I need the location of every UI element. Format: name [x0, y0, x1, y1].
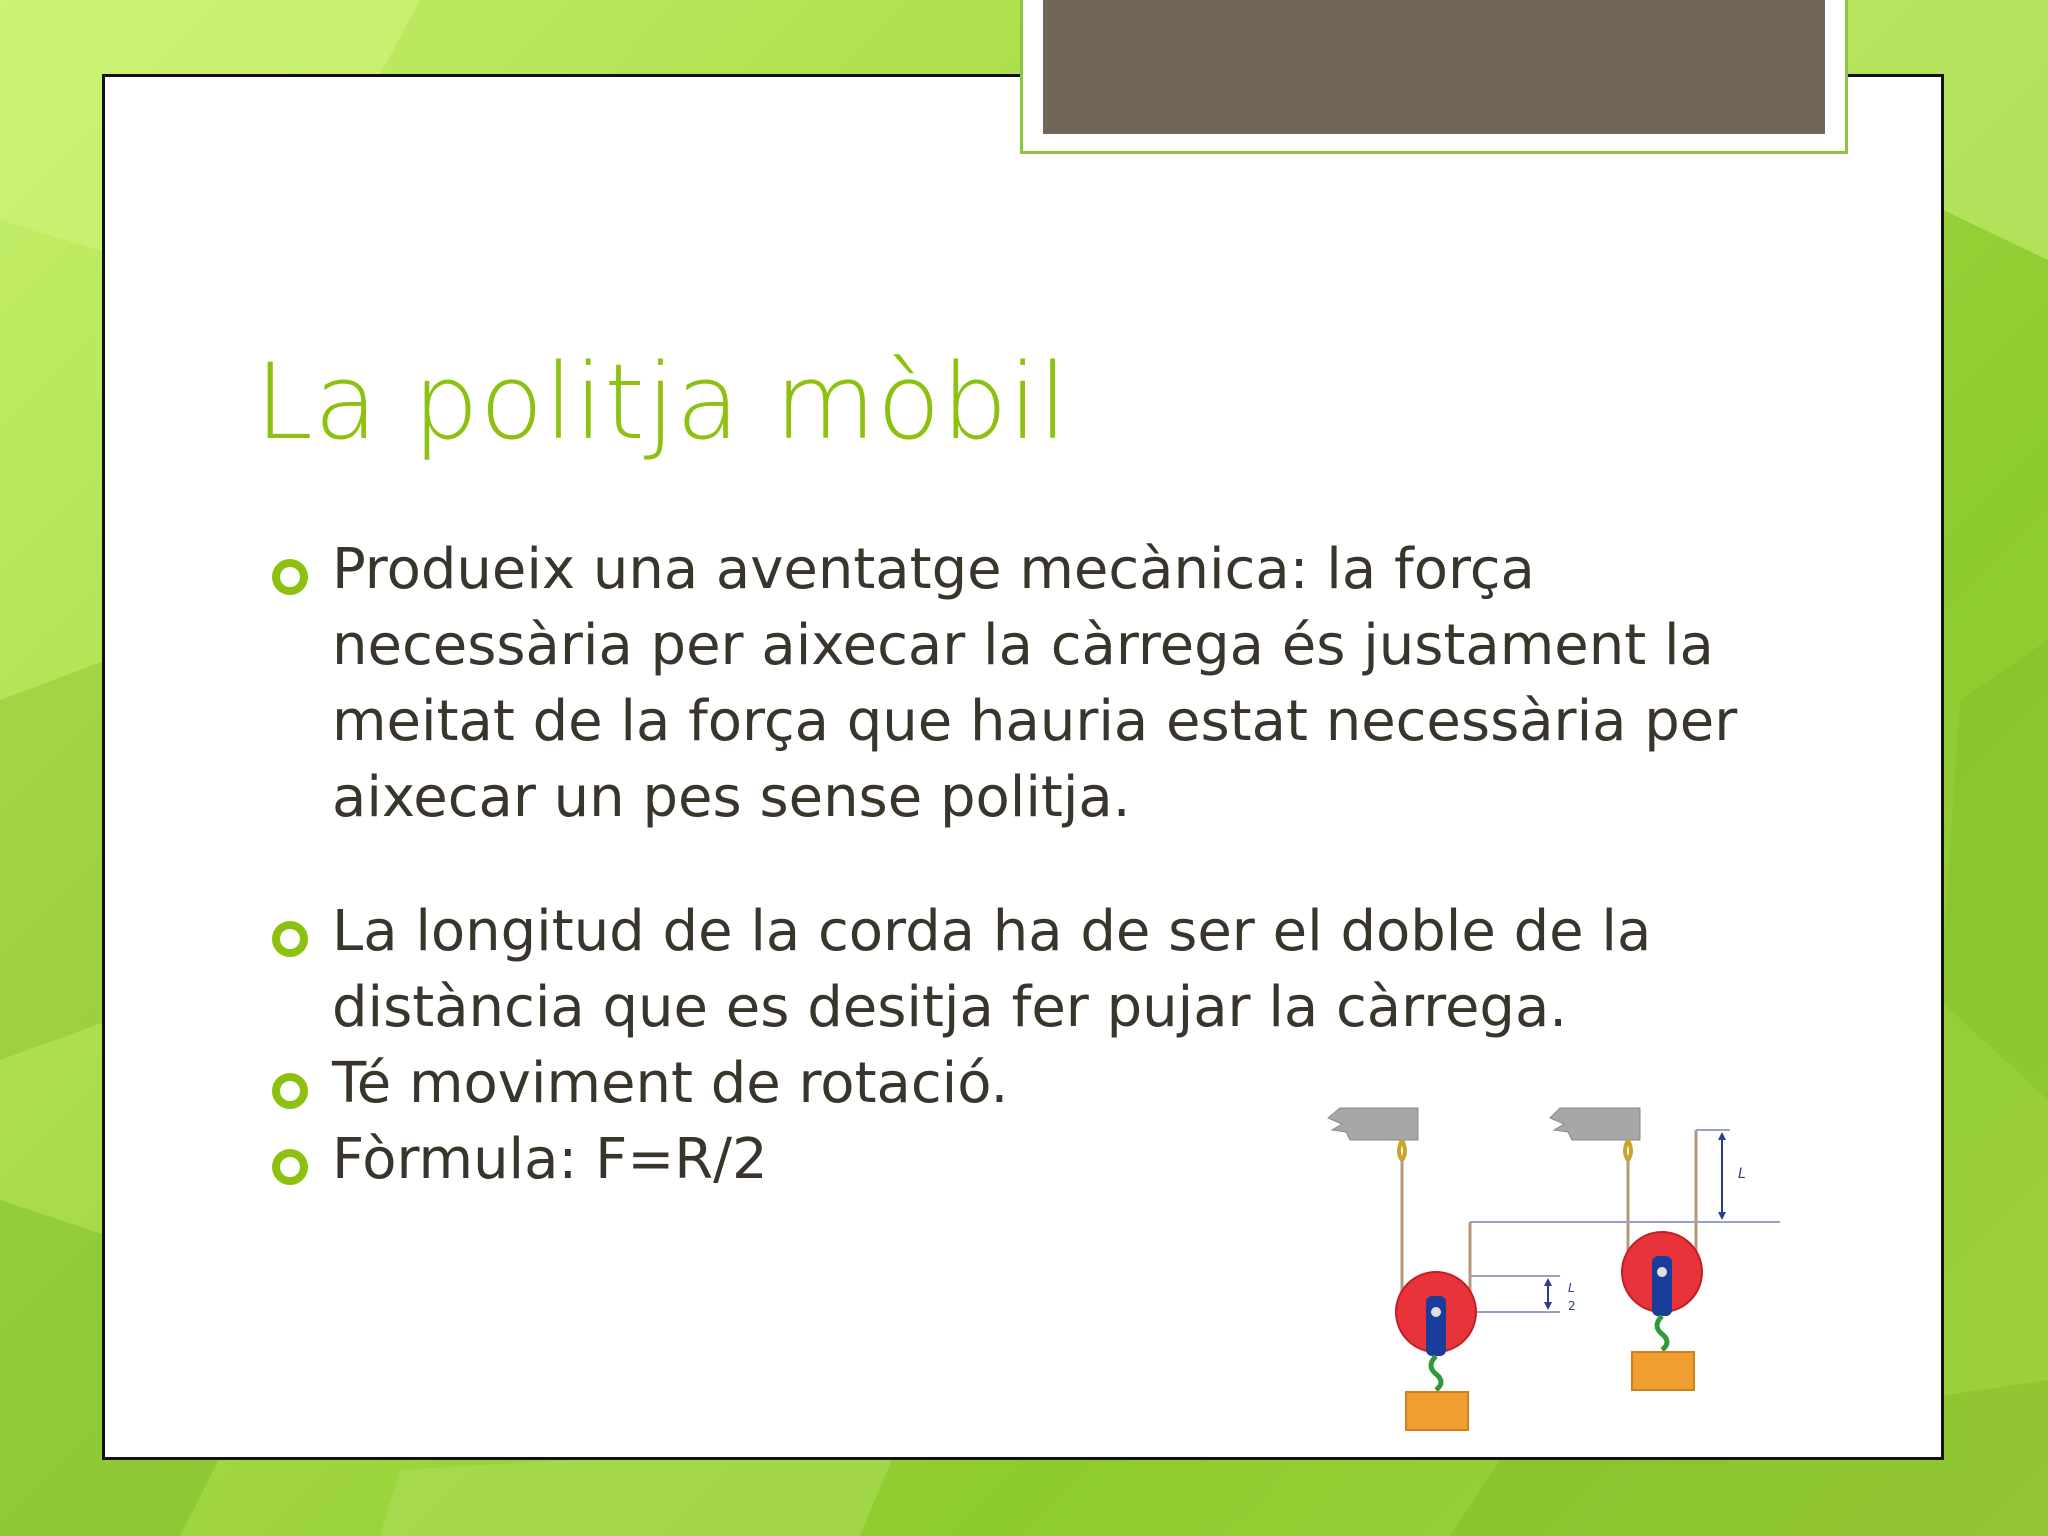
slide-title: La politja mòbil [255, 341, 1069, 463]
load-hook-left [1431, 1356, 1441, 1390]
title-tab-decoration [1020, 0, 1848, 154]
bullet-text: Produeix una aventatge mecànica: la força necessària per aixecar la càrrega és justament la meitat de la força que hauria estat necessària per aixecar un pes sense politja. [332, 537, 1738, 830]
ceiling-hook-right [1625, 1140, 1631, 1160]
load-weight-right [1632, 1352, 1694, 1390]
bullet-ring-icon [272, 1149, 308, 1185]
dimension-label-half-numerator: L [1568, 1281, 1575, 1295]
bullet-text: Té moviment de rotació. [332, 1051, 1009, 1116]
bullet-text: Fòrmula: F=R/2 [332, 1127, 768, 1192]
bullet-item [272, 532, 1852, 836]
load-weight-left [1406, 1392, 1468, 1430]
pulley-diagram [1310, 1100, 1790, 1450]
ceiling-block-left [1328, 1108, 1418, 1140]
bullet-ring-icon [272, 1073, 308, 1109]
dimension-label-half-denominator: 2 [1568, 1299, 1576, 1313]
title-tab-fill [1043, 0, 1825, 134]
bullet-item [272, 894, 1852, 1046]
bullet-text: La longitud de la corda ha de ser el doble de la distància que es desitja fer pujar la càrrega. [332, 899, 1652, 1040]
ceiling-hook-left [1399, 1140, 1405, 1160]
bullet-ring-icon [272, 921, 308, 957]
dimension-label-l: L [1738, 1166, 1746, 1182]
dimension-arrow-l [1718, 1132, 1726, 1220]
load-hook-right [1657, 1316, 1667, 1350]
bullet-list [272, 532, 1852, 1198]
ceiling-block-right [1550, 1108, 1640, 1140]
pulley-wheel-left [1396, 1272, 1476, 1356]
bullet-ring-icon [272, 559, 308, 595]
pulley-wheel-right [1622, 1232, 1702, 1316]
dimension-arrow-half [1544, 1278, 1552, 1310]
